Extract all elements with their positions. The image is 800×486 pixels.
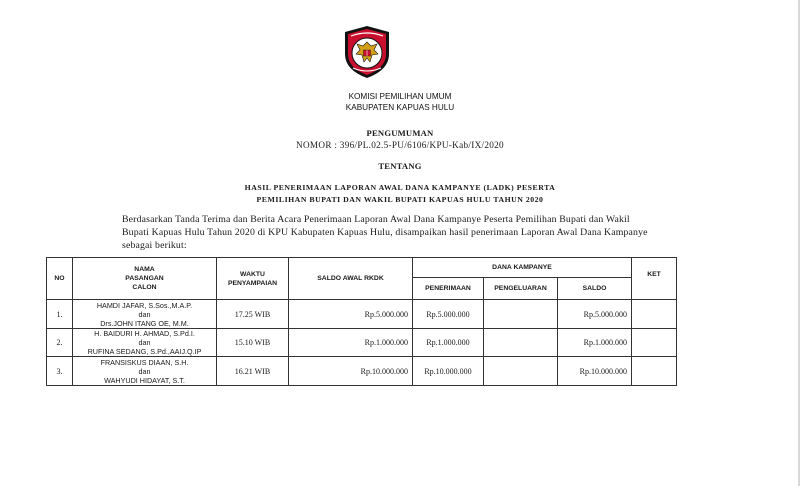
col-header-no: NO <box>47 258 73 300</box>
intro-paragraph <box>122 213 682 252</box>
table-row <box>47 329 677 357</box>
cell-pengeluaran <box>484 357 558 386</box>
cell-waktu: 16.21 WIB <box>217 357 289 386</box>
cell-saldo: Rp.1.000.000 <box>558 329 632 357</box>
announcement-title: PENGUMUMAN <box>366 128 434 138</box>
cell-saldo-awal: Rp.1.000.000 <box>289 329 413 357</box>
cell-no: 2. <box>47 329 73 357</box>
candidate-name: WAHYUDI HIDAYAT, S.T. <box>104 375 185 385</box>
col-header-saldo: SALDO <box>558 278 632 300</box>
cell-candidates <box>73 357 217 386</box>
table-row <box>47 357 677 386</box>
candidate-dan: dan <box>138 366 151 376</box>
cell-pengeluaran <box>484 300 558 329</box>
col-header-dana-kampanye: DANA KAMPANYE <box>413 258 632 278</box>
candidate-name: HAMDI JAFAR, S.Sos.,M.A.P. <box>96 300 193 310</box>
table-row <box>47 300 677 329</box>
candidate-dan: dan <box>138 309 151 319</box>
cell-waktu: 17.25 WIB <box>217 300 289 329</box>
cell-ket <box>632 329 677 357</box>
cell-ket <box>632 357 677 386</box>
cell-no: 1. <box>47 300 73 329</box>
candidate-name: FRANSISKUS DIAAN, S.H. <box>100 357 189 367</box>
candidate-name: H. BAIDURI H. AHMAD, S.Pd.I. <box>94 329 195 338</box>
subject-heading-line1: HASIL PENERIMAAN LAPORAN AWAL DANA KAMPANYE (LADK) PESERTA <box>244 183 556 192</box>
cell-saldo-awal: Rp.5.000.000 <box>289 300 413 329</box>
col-header-penerimaan: PENERIMAAN <box>413 278 484 300</box>
cell-candidates <box>73 329 217 357</box>
col-header-nama-line: CALON <box>132 284 157 291</box>
cell-saldo-awal: Rp.10.000.000 <box>289 357 413 386</box>
cell-pengeluaran <box>484 329 558 357</box>
campaign-fund-table <box>46 257 677 386</box>
cell-candidates <box>73 300 217 329</box>
cell-penerimaan: Rp.10.000.000 <box>413 357 484 386</box>
candidate-dan: dan <box>138 338 151 347</box>
intro-line: Bupati Kapuas Hulu Tahun 2020 di KPU Kabupaten Kapuas Hulu, disampaikan hasil penerimaan Laporan Awal Dana Kampanye <box>122 227 648 238</box>
col-header-nama-line: NAMA <box>134 266 155 273</box>
subject-heading-line2: PEMILIHAN BUPATI DAN WAKIL BUPATI KAPUAS HULU TAHUN 2020 <box>256 195 544 204</box>
col-header-nama <box>73 258 217 300</box>
cell-penerimaan: Rp.1.000.000 <box>413 329 484 357</box>
cell-penerimaan: Rp.5.000.000 <box>413 300 484 329</box>
intro-line: sebagai berikut: <box>122 240 187 251</box>
candidate-name: RUFINA SEDANG, S.Pd.,AAIJ.Q.IP <box>87 347 202 356</box>
org-name-line1: KOMISI PEMILIHAN UMUM <box>348 92 452 101</box>
col-header-pengeluaran: PENGELUARAN <box>484 278 558 300</box>
col-header-saldo-awal: SALDO AWAL RKDK <box>289 258 413 300</box>
announcement-number: NOMOR : 396/PL.02.5-PU/6106/KPU-Kab/IX/2020 <box>296 140 504 150</box>
col-header-waktu-line: WAKTU <box>240 270 265 278</box>
cell-saldo: Rp.10.000.000 <box>558 357 632 386</box>
kpu-logo-icon <box>342 24 392 80</box>
cell-ket <box>632 300 677 329</box>
col-header-waktu-line: PENYAMPAIAN <box>227 279 278 287</box>
org-name-line2: KABUPATEN KAPUAS HULU <box>345 103 455 112</box>
tentang-label: TENTANG <box>378 161 422 171</box>
col-header-ket: KET <box>632 258 677 300</box>
col-header-waktu <box>217 258 289 300</box>
candidate-name: Drs.JOHN ITANG OE, M.M. <box>100 318 189 328</box>
col-header-nama-line: PASANGAN <box>125 275 164 282</box>
cell-no: 3. <box>47 357 73 386</box>
cell-waktu: 15.10 WIB <box>217 329 289 357</box>
intro-line: Berdasarkan Tanda Terima dan Berita Acara Penerimaan Laporan Awal Dana Kampanye Peserta Pemilihan Bupati dan Wakil <box>122 214 630 225</box>
cell-saldo: Rp.5.000.000 <box>558 300 632 329</box>
